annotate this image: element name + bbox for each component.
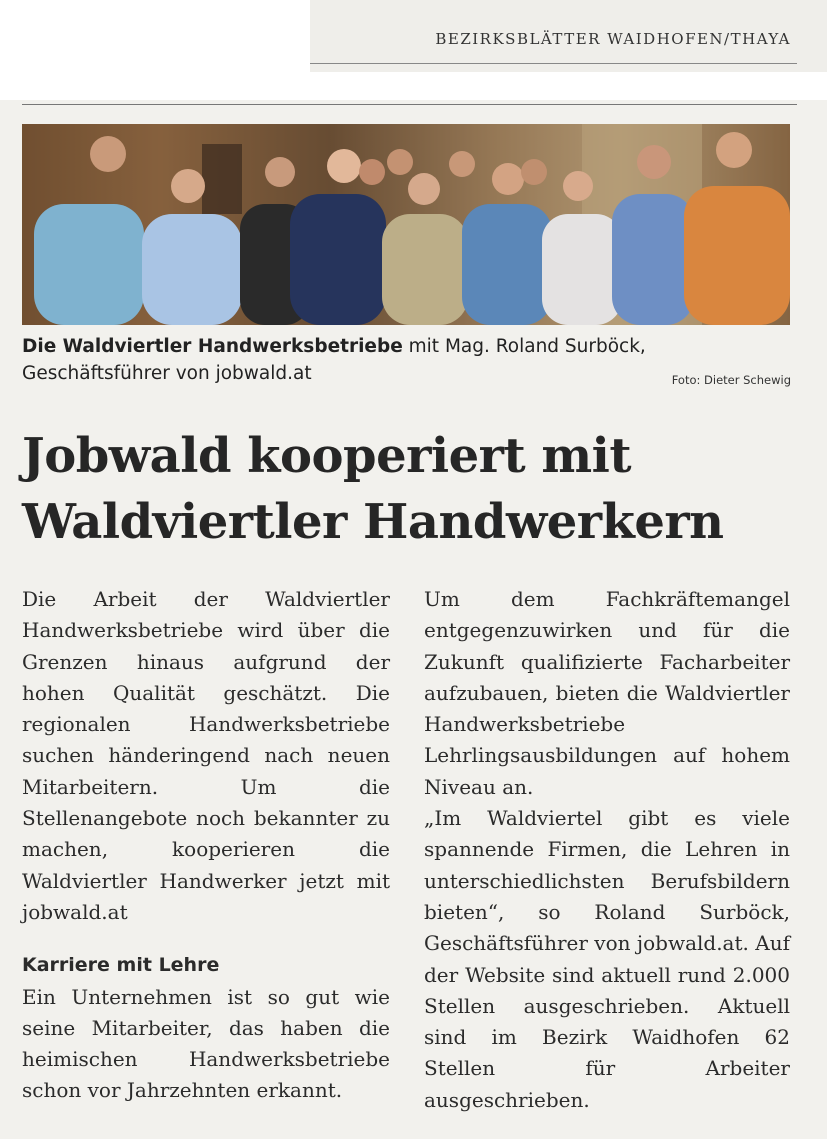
left-paragraph-2: Ein Unternehmen ist so gut wie seine Mitarbeiter, das haben die heimischen Handwerksbetriebe schon vor Jahrzehnten erkannt. xyxy=(22,984,390,1103)
group-photo xyxy=(22,124,790,325)
publication-header xyxy=(310,0,827,72)
group-photo-illustration xyxy=(22,124,790,325)
headline-line-1: Jobwald kooperiert mit xyxy=(22,428,632,484)
header-rule xyxy=(310,63,797,64)
caption-text: mit Mag. Roland Surböck, Geschäftsführer von jobwald.at xyxy=(22,336,646,384)
article-headline xyxy=(22,423,812,555)
article-column-right xyxy=(424,584,790,1116)
right-paragraph-2: „Im Waldviertel gibt es viele spannende Firmen, die Lehren in unterschiedlichsten Berufsbildern bieten“, so Roland Surböck, Geschäftsführer von jobwald.at. Auf der Website sind aktuell rund 2.000 Stellen ausgeschrieben. Aktuell sind im Bezirk Waidhofen 62 Stellen für Arbeiter ausgeschrieben. xyxy=(424,806,790,1112)
subheading: Karriere mit Lehre xyxy=(22,954,220,977)
left-paragraph-1: Die Arbeit der Waldviertler Handwerksbetriebe wird über die Grenzen hinaus aufgrund der hohen Qualität geschätzt. Die regionalen Handwerksbetriebe suchen händeringend nach neuen Mitarbeitern. Um die Stellenangebote noch bekannter zu machen, kooperieren die Waldviertler Handwerker jetzt mit jobwald.at xyxy=(22,587,390,924)
right-paragraph-1: Um dem Fachkräftemangel entgegenzuwirken und für die Zukunft qualifizierte Facharbeiter aufzubauen, bieten die Waldviertler Handwerksbetriebe Lehrlingsausbildungen auf hohem Niveau an. xyxy=(424,587,790,799)
publication-name: BEZIRKSBLÄTTER WAIDHOFEN/THAYA xyxy=(435,30,791,48)
newspaper-clipping xyxy=(0,100,827,1139)
article-column-left xyxy=(22,584,390,1107)
headline-line-2: Waldviertler Handwerkern xyxy=(22,494,724,550)
caption-bold: Die Waldviertler Handwerksbetriebe xyxy=(22,336,403,357)
top-rule xyxy=(22,104,797,105)
photo-credit: Foto: Dieter Schewig xyxy=(671,373,791,387)
